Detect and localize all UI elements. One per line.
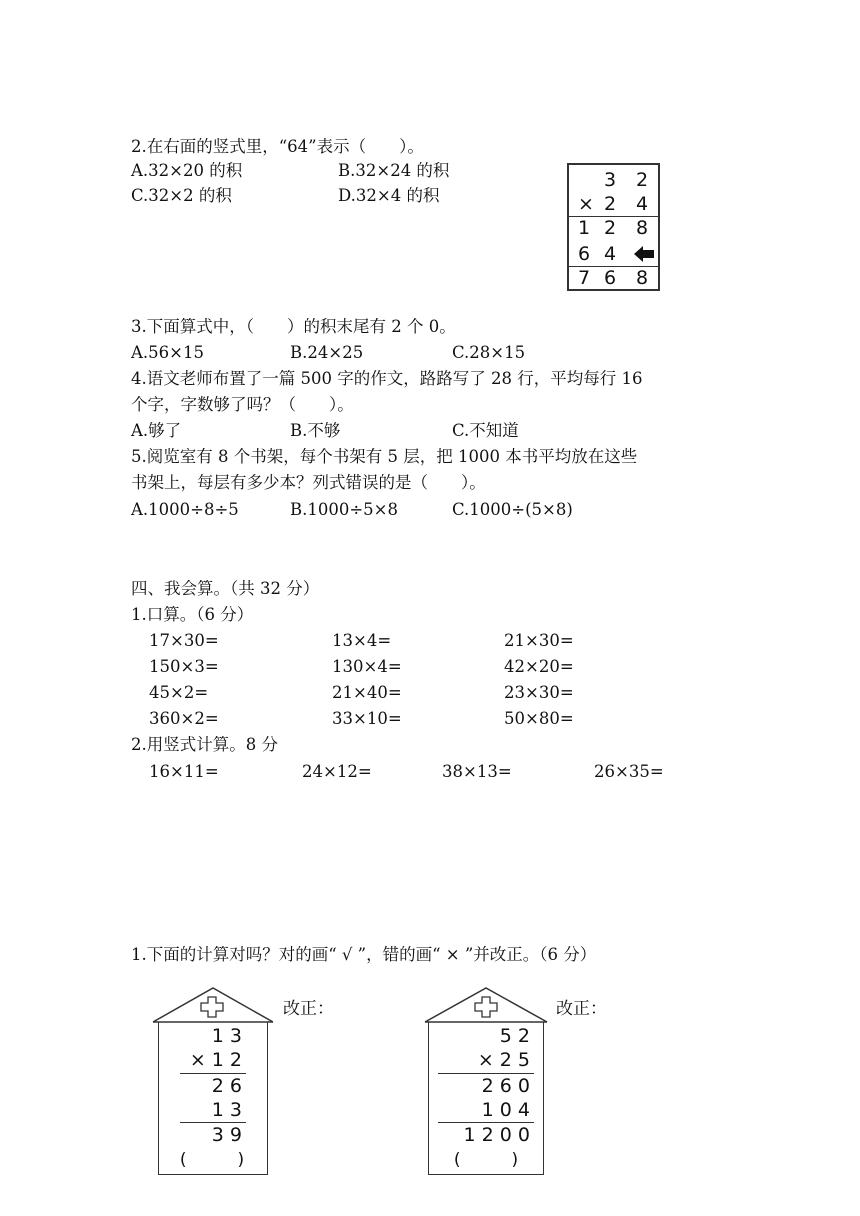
card1-line: 1 3 (211, 1099, 242, 1121)
card1-line: × 1 2 (189, 1049, 242, 1071)
left-arrow-icon (633, 245, 655, 263)
oral-item: 21×40= (332, 683, 402, 702)
fig-digit: 8 (636, 217, 649, 239)
q3-option-b: B.24×25 (290, 343, 364, 362)
oral-item: 45×2= (149, 683, 209, 702)
q2-option-d: D.32×4 的积 (338, 186, 440, 205)
fig-digit: 4 (636, 193, 649, 215)
oral-item: 33×10= (332, 709, 402, 728)
q4-option-c: C.不知道 (452, 421, 519, 440)
fig-digit: 6 (604, 267, 617, 289)
q5-option-a: A.1000÷8÷5 (131, 500, 239, 519)
card1-correct-label: 改正： (283, 999, 334, 1019)
q3-option-a: A.56×15 (131, 343, 204, 362)
q3-option-c: C.28×15 (452, 343, 526, 362)
fig-digit: 2 (604, 217, 617, 239)
oral-item: 360×2= (149, 709, 219, 728)
section4-heading: 四、我会算。（共 32 分） (131, 579, 320, 598)
oral-item: 42×20= (504, 657, 574, 676)
fig-digit: 2 (604, 193, 617, 215)
vertical-item: 26×35= (594, 762, 664, 781)
q2-option-b: B.32×24 的积 (338, 161, 450, 180)
vertical-item: 38×13= (442, 762, 512, 781)
q5-stem-line1: 5.阅览室有 8 个书架，每个书架有 5 层，把 1000 本书平均放在这些 (131, 447, 638, 466)
vertical-item: 16×11= (149, 762, 219, 781)
fig-digit: 4 (604, 243, 617, 265)
fig-digit: 8 (636, 267, 649, 289)
card2-line: 1 0 4 (481, 1099, 530, 1121)
q4-option-b: B.不够 (290, 421, 341, 440)
fig-times-sign: × (578, 193, 594, 215)
vertical-title: 2.用竖式计算。8 分 (131, 735, 278, 754)
oral-item: 17×30= (149, 631, 219, 650)
oral-title: 1.口算。（6 分） (131, 605, 254, 624)
vertical-item: 24×12= (302, 762, 372, 781)
card1-line: 3 9 (211, 1124, 242, 1146)
q3-stem: 3.下面算式中，（ ）的积末尾有 2 个 0。 (131, 317, 456, 336)
q5-option-c: C.1000÷(5×8) (452, 500, 573, 519)
fig-digit: 1 (578, 217, 591, 239)
fig-digit: 7 (578, 267, 591, 289)
card2-answer-slot[interactable]: ( ) (453, 1150, 519, 1170)
oral-item: 23×30= (504, 683, 574, 702)
card1-line: 2 6 (211, 1075, 242, 1097)
card2-line: × 2 5 (477, 1049, 530, 1071)
q2-option-c: C.32×2 的积 (131, 186, 232, 205)
oral-item: 21×30= (504, 631, 574, 650)
oral-item: 130×4= (332, 657, 402, 676)
fig-digit: 2 (636, 169, 649, 191)
q5-stem-line2: 书架上，每层有多少本？列式错误的是（ ）。 (131, 473, 486, 492)
hospital-cross-icon (199, 995, 225, 1019)
oral-item: 50×80= (504, 709, 574, 728)
card2-correct-label: 改正： (556, 999, 607, 1019)
q2-stem: 2.在右面的竖式里，“64”表示（ ）。 (131, 137, 424, 156)
oral-item: 150×3= (149, 657, 219, 676)
oral-item: 13×4= (332, 631, 392, 650)
card2-line: 1 2 0 0 (463, 1124, 530, 1146)
card1-answer-slot[interactable]: ( ) (179, 1150, 245, 1170)
q4-option-a: A.够了 (131, 421, 182, 440)
q5-option-b: B.1000÷5×8 (290, 500, 399, 519)
card1-line: 1 3 (211, 1025, 242, 1047)
check-title: 1.下面的计算对吗？对的画“ √ ”，错的画“ × ”并改正。（6 分） (131, 945, 597, 964)
fig-digit: 3 (604, 169, 617, 191)
hospital-cross-icon (473, 995, 499, 1019)
card2-line: 5 2 (499, 1025, 530, 1047)
q2-option-a: A.32×20 的积 (131, 161, 243, 180)
q4-stem-line2: 个字，字数够了吗？（ ）。 (131, 395, 354, 414)
card2-line: 2 6 0 (481, 1075, 530, 1097)
fig-digit: 6 (578, 243, 591, 265)
q4-stem-line1: 4.语文老师布置了一篇 500 字的作文，路路写了 28 行，平均每行 16 (131, 369, 643, 388)
